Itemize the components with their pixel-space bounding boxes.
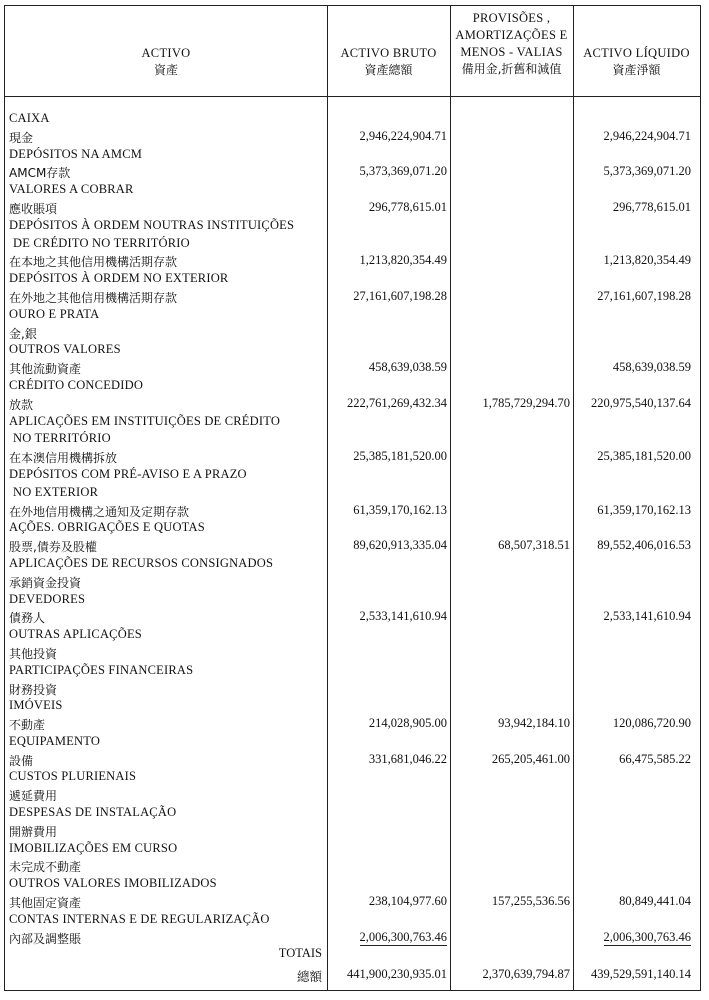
row-label: DEPÓSITOS NA AMCM xyxy=(9,146,143,161)
row-label: DEVEDORES xyxy=(9,591,86,606)
row-activo-bruto: 222,761,269,432.34 xyxy=(347,395,447,410)
table-row xyxy=(5,110,700,128)
row-label: 其他固定資產 xyxy=(9,896,82,911)
row-label: 債務人 xyxy=(9,611,46,626)
row-activo-liquido: 1,213,820,354.49 xyxy=(603,253,691,268)
row-label: PARTICIPAÇÕES FINANCEIRAS xyxy=(9,662,194,677)
row-label: VALORES A COBRAR xyxy=(9,182,134,197)
row-activo-liquido: 80,849,441.04 xyxy=(619,894,691,909)
totals-provisoes: 2,370,639,794.87 xyxy=(482,967,570,981)
row-activo-bruto: 296,778,615.01 xyxy=(368,199,447,214)
table-row xyxy=(5,911,700,929)
header-liquido xyxy=(573,6,700,96)
row-label: NO EXTERIOR xyxy=(13,484,99,499)
table-row xyxy=(5,448,700,466)
row-activo-liquido: 2,006,300,763.46 xyxy=(603,929,691,944)
table-row xyxy=(5,768,700,786)
header-prov-zh: 備用金,折舊和減值 xyxy=(461,62,562,76)
table-row xyxy=(5,555,700,573)
table-row xyxy=(5,235,700,253)
row-label: 在本澳信用機構拆放 xyxy=(9,451,118,466)
header-divider xyxy=(5,96,700,97)
header-bruto-pt: ACTIVO BRUTO xyxy=(340,46,437,60)
totals-label-pt: TOTAIS xyxy=(278,946,322,960)
table-row xyxy=(5,377,700,395)
header-prov-line3: MENOS - VALIAS xyxy=(460,45,563,59)
row-provisoes: 1,785,729,294.70 xyxy=(482,395,570,410)
table-row xyxy=(5,252,700,270)
row-label: CUSTOS PLURIENAIS xyxy=(9,769,137,784)
table-row xyxy=(5,341,700,359)
table-row xyxy=(5,163,700,181)
header-activo-zh: 資產 xyxy=(153,63,178,77)
table-row xyxy=(5,537,700,555)
row-activo-bruto: 2,006,300,763.46 xyxy=(359,929,447,944)
table-row xyxy=(5,804,700,822)
header-provisoes xyxy=(450,6,573,100)
row-activo-liquido: 120,086,720.90 xyxy=(612,716,691,731)
row-label: EQUIPAMENTO xyxy=(9,733,101,748)
row-activo-liquido: 458,639,038.59 xyxy=(612,360,691,375)
table-row xyxy=(5,875,700,893)
row-label: APLICAÇÕES EM INSTITUIÇÕES DE CRÉDITO xyxy=(9,413,281,428)
row-activo-bruto: 1,213,820,354.49 xyxy=(359,253,447,268)
asset-rows xyxy=(5,110,700,946)
row-activo-bruto: 2,946,224,904.71 xyxy=(359,128,447,143)
row-label: OUTRAS APLICAÇÕES xyxy=(9,627,142,642)
row-provisoes: 265,205,461.00 xyxy=(491,751,570,766)
row-activo-liquido: 2,533,141,610.94 xyxy=(603,609,691,624)
row-label: AÇÕES. OBRIGAÇÕES E QUOTAS xyxy=(9,520,205,535)
table-row xyxy=(5,680,700,698)
row-label: OUTROS VALORES IMOBILIZADOS xyxy=(9,876,217,891)
row-activo-liquido: 25,385,181,520.00 xyxy=(597,449,691,464)
table-row xyxy=(5,608,700,626)
table-row xyxy=(5,430,700,448)
row-activo-bruto: 5,373,369,071.20 xyxy=(359,164,447,179)
table-row xyxy=(5,217,700,235)
row-label: CAIXA xyxy=(9,111,50,125)
row-label: 未完成不動產 xyxy=(9,860,82,875)
row-label: IMOBILIZAÇÕES EM CURSO xyxy=(9,840,178,855)
totals-liquido: 439,529,591,140.14 xyxy=(591,967,691,981)
row-activo-liquido: 220,975,540,137.64 xyxy=(591,395,691,410)
row-label: 在外地之其他信用機構活期存款 xyxy=(9,290,178,305)
row-activo-liquido: 5,373,369,071.20 xyxy=(603,164,691,179)
header-bruto xyxy=(327,6,450,96)
table-row xyxy=(5,324,700,342)
row-label: 開辦費用 xyxy=(9,824,58,839)
row-label: AMCM存款 xyxy=(9,166,71,181)
table-row xyxy=(5,199,700,217)
row-label: NO TERRITÓRIO xyxy=(13,431,111,446)
table-row xyxy=(5,644,700,662)
header-activo xyxy=(5,6,327,96)
table-row xyxy=(5,822,700,840)
table-row xyxy=(5,270,700,288)
table-row xyxy=(5,857,700,875)
header-activo-pt: ACTIVO xyxy=(141,46,191,60)
row-label: 現金 xyxy=(9,130,34,145)
table-row xyxy=(5,591,700,609)
row-provisoes: 68,507,318.51 xyxy=(498,538,570,553)
row-label: 在外地信用機構之通知及定期存款 xyxy=(9,504,190,519)
table-row xyxy=(5,893,700,911)
table-row xyxy=(5,466,700,484)
table-row xyxy=(5,519,700,537)
table-row xyxy=(5,573,700,591)
table-row xyxy=(5,662,700,680)
table-row xyxy=(5,128,700,146)
table-row xyxy=(5,715,700,733)
row-provisoes: 93,942,184.10 xyxy=(498,716,570,731)
row-activo-liquido: 27,161,607,198.28 xyxy=(597,288,691,303)
row-label: DE CRÉDITO NO TERRITÓRIO xyxy=(13,235,190,250)
row-label: DESPESAS DE INSTALAÇÃO xyxy=(9,805,177,820)
row-activo-bruto: 89,620,913,335.04 xyxy=(353,538,447,553)
row-label: IMÓVEIS xyxy=(9,698,63,713)
row-label: 放款 xyxy=(9,397,34,412)
row-activo-bruto: 61,359,170,162.13 xyxy=(353,502,447,517)
row-activo-liquido: 89,552,406,016.53 xyxy=(597,538,691,553)
row-label: 不動產 xyxy=(9,718,46,733)
row-provisoes: 157,255,536.56 xyxy=(491,894,570,909)
table-row xyxy=(5,395,700,413)
header-liquido-zh: 資產淨額 xyxy=(612,63,661,77)
row-activo-liquido: 66,475,585.22 xyxy=(619,751,691,766)
table-row xyxy=(5,733,700,751)
totals-bruto: 441,900,230,935.01 xyxy=(347,967,447,981)
row-activo-bruto: 27,161,607,198.28 xyxy=(353,288,447,303)
header-prov-line2: AMORTIZAÇÕES E xyxy=(455,28,568,42)
row-activo-bruto: 458,639,038.59 xyxy=(368,360,447,375)
header-liquido-pt: ACTIVO LÍQUIDO xyxy=(583,46,690,60)
row-label: CRÉDITO CONCEDIDO xyxy=(9,377,144,392)
row-label: 設備 xyxy=(9,753,34,768)
header-bruto-zh: 資產總額 xyxy=(364,63,413,77)
row-activo-bruto: 238,104,977.60 xyxy=(368,894,447,909)
row-label: 遞延費用 xyxy=(9,789,58,804)
table-row xyxy=(5,751,700,769)
table-row xyxy=(5,359,700,377)
row-activo-bruto: 214,028,905.00 xyxy=(368,716,447,731)
balance-sheet xyxy=(4,5,701,991)
row-label: DEPÓSITOS À ORDEM NOUTRAS INSTITUIÇÕES xyxy=(9,217,295,232)
row-label: 股票,債券及股權 xyxy=(9,540,97,555)
row-activo-bruto: 331,681,046.22 xyxy=(368,751,447,766)
row-label: 其他流動資產 xyxy=(9,362,82,377)
row-label: CONTAS INTERNAS E DE REGULARIZAÇÃO xyxy=(9,911,270,926)
row-label: DEPÓSITOS COM PRÉ-AVISO E A PRAZO xyxy=(9,466,247,481)
row-label: 承銷資金投資 xyxy=(9,575,82,590)
row-label: 在本地之其他信用機構活期存款 xyxy=(9,255,178,270)
row-activo-bruto: 25,385,181,520.00 xyxy=(353,449,447,464)
table-row xyxy=(5,288,700,306)
row-label: 其他投資 xyxy=(9,646,58,661)
table-row xyxy=(5,146,700,164)
table-row xyxy=(5,502,700,520)
table-row xyxy=(5,413,700,431)
table-row xyxy=(5,484,700,502)
table-row xyxy=(5,181,700,199)
totals-label-zh: 總額 xyxy=(296,969,322,984)
row-label: 金,銀 xyxy=(9,326,37,341)
row-activo-liquido: 296,778,615.01 xyxy=(612,199,691,214)
table-row xyxy=(5,840,700,858)
row-label: APLICAÇÕES DE RECURSOS CONSIGNADOS xyxy=(9,555,274,570)
row-label: DEPÓSITOS À ORDEM NO EXTERIOR xyxy=(9,271,229,286)
row-label: OUTROS VALORES xyxy=(9,342,121,357)
row-label: 財務投資 xyxy=(9,682,58,697)
row-activo-liquido: 2,946,224,904.71 xyxy=(603,128,691,143)
row-activo-liquido: 61,359,170,162.13 xyxy=(597,502,691,517)
row-activo-bruto: 2,533,141,610.94 xyxy=(359,609,447,624)
row-label: 應收賬項 xyxy=(9,201,58,216)
header-prov-line1: PROVISÕES , xyxy=(472,11,551,25)
totals-row xyxy=(5,943,700,992)
table-row xyxy=(5,306,700,324)
row-label: OURO E PRATA xyxy=(9,306,100,321)
row-label: 內部及調整賬 xyxy=(9,931,82,946)
table-row xyxy=(5,786,700,804)
table-row xyxy=(5,697,700,715)
table-row xyxy=(5,626,700,644)
